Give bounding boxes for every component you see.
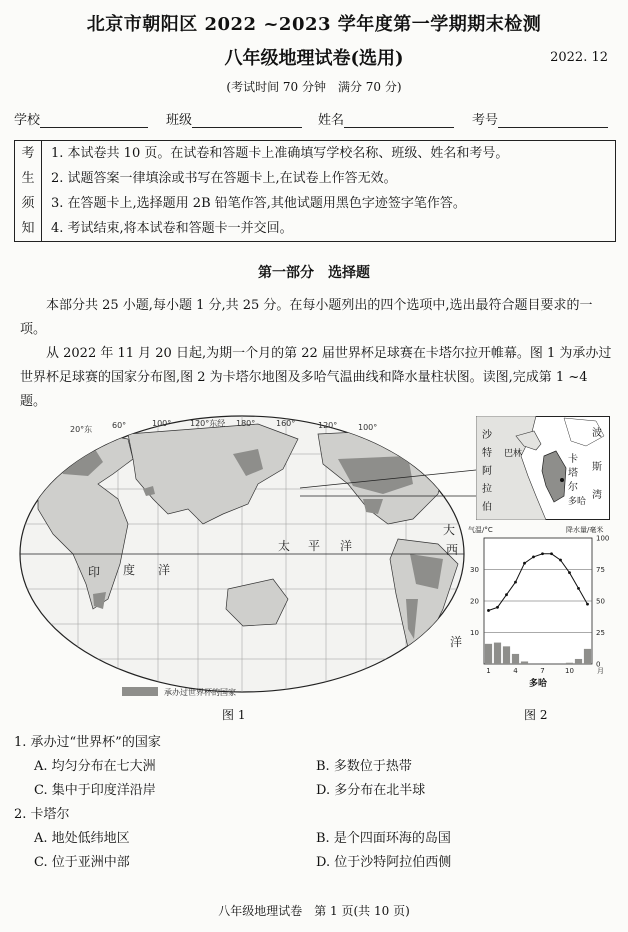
precip-tick-label: 100 <box>596 534 610 543</box>
precipitation-bar <box>503 646 510 664</box>
map-label: 巴林 <box>504 449 523 459</box>
month-unit-label: 月 <box>597 667 604 675</box>
option-c[interactable]: C. 集中于印度洋沿岸 <box>34 783 156 798</box>
precip-tick-label: 0 <box>596 660 601 669</box>
option-b[interactable]: B. 多数位于热带 <box>316 759 412 774</box>
meridian-label: 100° <box>152 419 172 428</box>
precip-tick-label: 25 <box>596 629 605 637</box>
notice-item: 2. 试题答案一律填涂或书写在答题卡上,在试卷上作答无效。 <box>51 171 397 186</box>
ocean-label: 洋 <box>340 539 353 553</box>
map-label: 特 <box>482 448 492 459</box>
map-label: 塔 <box>568 468 578 479</box>
temperature-point <box>514 581 517 584</box>
notice-item: 4. 考试结束,将本试卷和答题卡一并交回。 <box>51 221 293 236</box>
ocean-label: 洋 <box>158 563 171 577</box>
ocean-label: 度 <box>123 563 136 577</box>
ocean-label: 印 <box>88 565 101 579</box>
month-tick-label: 1 <box>486 667 491 675</box>
precipitation-bar <box>566 663 573 664</box>
option-a[interactable]: A. 均匀分布在七大洲 <box>34 759 156 774</box>
doha-point <box>560 478 564 482</box>
notice-side-label: 考 生 须 知 <box>15 141 42 241</box>
exam-subtitle: 八年级地理试卷(选用) <box>224 48 404 69</box>
qatar-map <box>476 416 610 520</box>
option-c[interactable]: C. 位于亚洲中部 <box>34 855 130 870</box>
map-label: 斯 <box>592 462 602 473</box>
section-title: 第一部分 选择题 <box>258 265 370 281</box>
meridian-label: 180° <box>236 419 256 428</box>
doha-climate-chart <box>466 522 616 692</box>
section-intro: 本部分共 25 小题,每小题 1 分,共 25 分。在每小题列出的四个选项中,选出最符合题目要求的一项。 <box>20 298 593 337</box>
map-label: 多哈 <box>568 497 587 507</box>
map-label: 波 <box>592 428 602 439</box>
precip-tick-label: 75 <box>596 566 605 574</box>
precip-unit-label: 降水量/毫米 <box>566 526 604 534</box>
precipitation-bar <box>494 643 501 664</box>
temperature-point <box>577 587 580 590</box>
precipitation-bar <box>575 659 582 664</box>
question-stem: 2. 卡塔尔 <box>14 807 70 822</box>
temperature-point <box>532 556 535 559</box>
page-footer: 八年级地理试卷 第 1 页(共 10 页) <box>218 904 410 918</box>
figure1-caption: 图 1 <box>222 708 246 722</box>
ocean-label: 洋 <box>450 635 463 649</box>
month-tick-label: 7 <box>540 667 545 675</box>
temperature-point <box>505 593 508 596</box>
ocean-label: 平 <box>308 539 321 553</box>
month-tick-label: 10 <box>565 667 574 675</box>
temperature-point <box>523 562 526 565</box>
meridian-label: 120°东经 <box>190 419 226 428</box>
notice-item: 3. 在答题卡上,选择题用 2B 铅笔作答,其他试题用黑色字迹签字笔作答。 <box>51 196 466 211</box>
temperature-point <box>541 552 544 555</box>
question-context: 从 2022 年 11 月 20 日起,为期一个月的第 22 届世界杯足球赛在卡塔尔拉开帷幕。图 1 为承办过世界杯足球赛的国家分布图,图 2 为卡塔尔地图及多哈气温曲线和降水量柱状图。读图,完成第 1 ~4 题。 <box>20 346 612 409</box>
exam-date: 2022. 12 <box>550 50 608 65</box>
legend-swatch <box>122 687 158 696</box>
map-label: 阿 <box>482 466 492 477</box>
precipitation-bar <box>521 661 528 664</box>
meridian-label: 160° <box>276 419 296 428</box>
inset-connector <box>300 440 480 500</box>
school-field[interactable]: 学校 <box>14 109 148 128</box>
temperature-point <box>559 559 562 562</box>
temperature-point <box>568 571 571 574</box>
precipitation-bar <box>512 654 519 664</box>
ocean-label: 大 <box>443 523 456 537</box>
precip-tick-label: 50 <box>596 597 605 606</box>
meridian-label: 120° <box>318 421 338 430</box>
meridian-label: 20°东 <box>70 425 93 434</box>
precipitation-bar <box>485 644 492 664</box>
temperature-point <box>496 606 499 609</box>
option-b[interactable]: B. 是个四面环海的岛国 <box>316 831 451 846</box>
map-label: 伯 <box>482 502 492 513</box>
temperature-point <box>550 552 553 555</box>
temp-tick-label: 20 <box>470 597 479 606</box>
meridian-label: 60° <box>112 421 127 430</box>
precipitation-bar <box>584 649 591 664</box>
class-field[interactable]: 班级 <box>166 109 302 128</box>
temp-tick-label: 30 <box>470 566 479 574</box>
candidate-notice <box>14 140 616 242</box>
map-label: 拉 <box>482 484 492 495</box>
exam-number-field[interactable]: 考号 <box>472 109 608 128</box>
name-field[interactable]: 姓名 <box>318 109 454 128</box>
map-label: 卡 <box>568 454 578 465</box>
exam-info: (考试时间 70 分钟 满分 70 分) <box>226 80 402 94</box>
temp-unit-label: 气温/°C <box>468 526 493 534</box>
temperature-point <box>586 603 589 606</box>
ocean-label: 西 <box>446 543 459 557</box>
notice-item: 1. 本试卷共 10 页。在试卷和答题卡上准确填写学校名称、班级、姓名和考号。 <box>51 146 509 161</box>
option-a[interactable]: A. 地处低纬地区 <box>34 831 130 846</box>
temperature-point <box>487 609 490 612</box>
legend-label: 承办过世界杯的国家 <box>164 688 236 697</box>
chart-city-label: 多哈 <box>528 679 548 689</box>
exam-title: 北京市朝阳区 2022 ~2023 学年度第一学期期末检测 <box>86 14 542 35</box>
meridian-label: 100° <box>358 423 378 432</box>
temp-tick-label: 10 <box>470 629 479 637</box>
map-label: 湾 <box>592 490 602 501</box>
map-label: 尔 <box>568 482 578 493</box>
option-d[interactable]: D. 多分布在北半球 <box>316 783 426 798</box>
ocean-label: 太 <box>278 539 291 553</box>
month-tick-label: 4 <box>513 667 518 675</box>
figure2-caption: 图 2 <box>524 708 548 722</box>
option-d[interactable]: D. 位于沙特阿拉伯西侧 <box>316 855 452 870</box>
question-stem: 1. 承办过“世界杯”的国家 <box>14 735 161 750</box>
map-label: 沙 <box>482 430 492 441</box>
